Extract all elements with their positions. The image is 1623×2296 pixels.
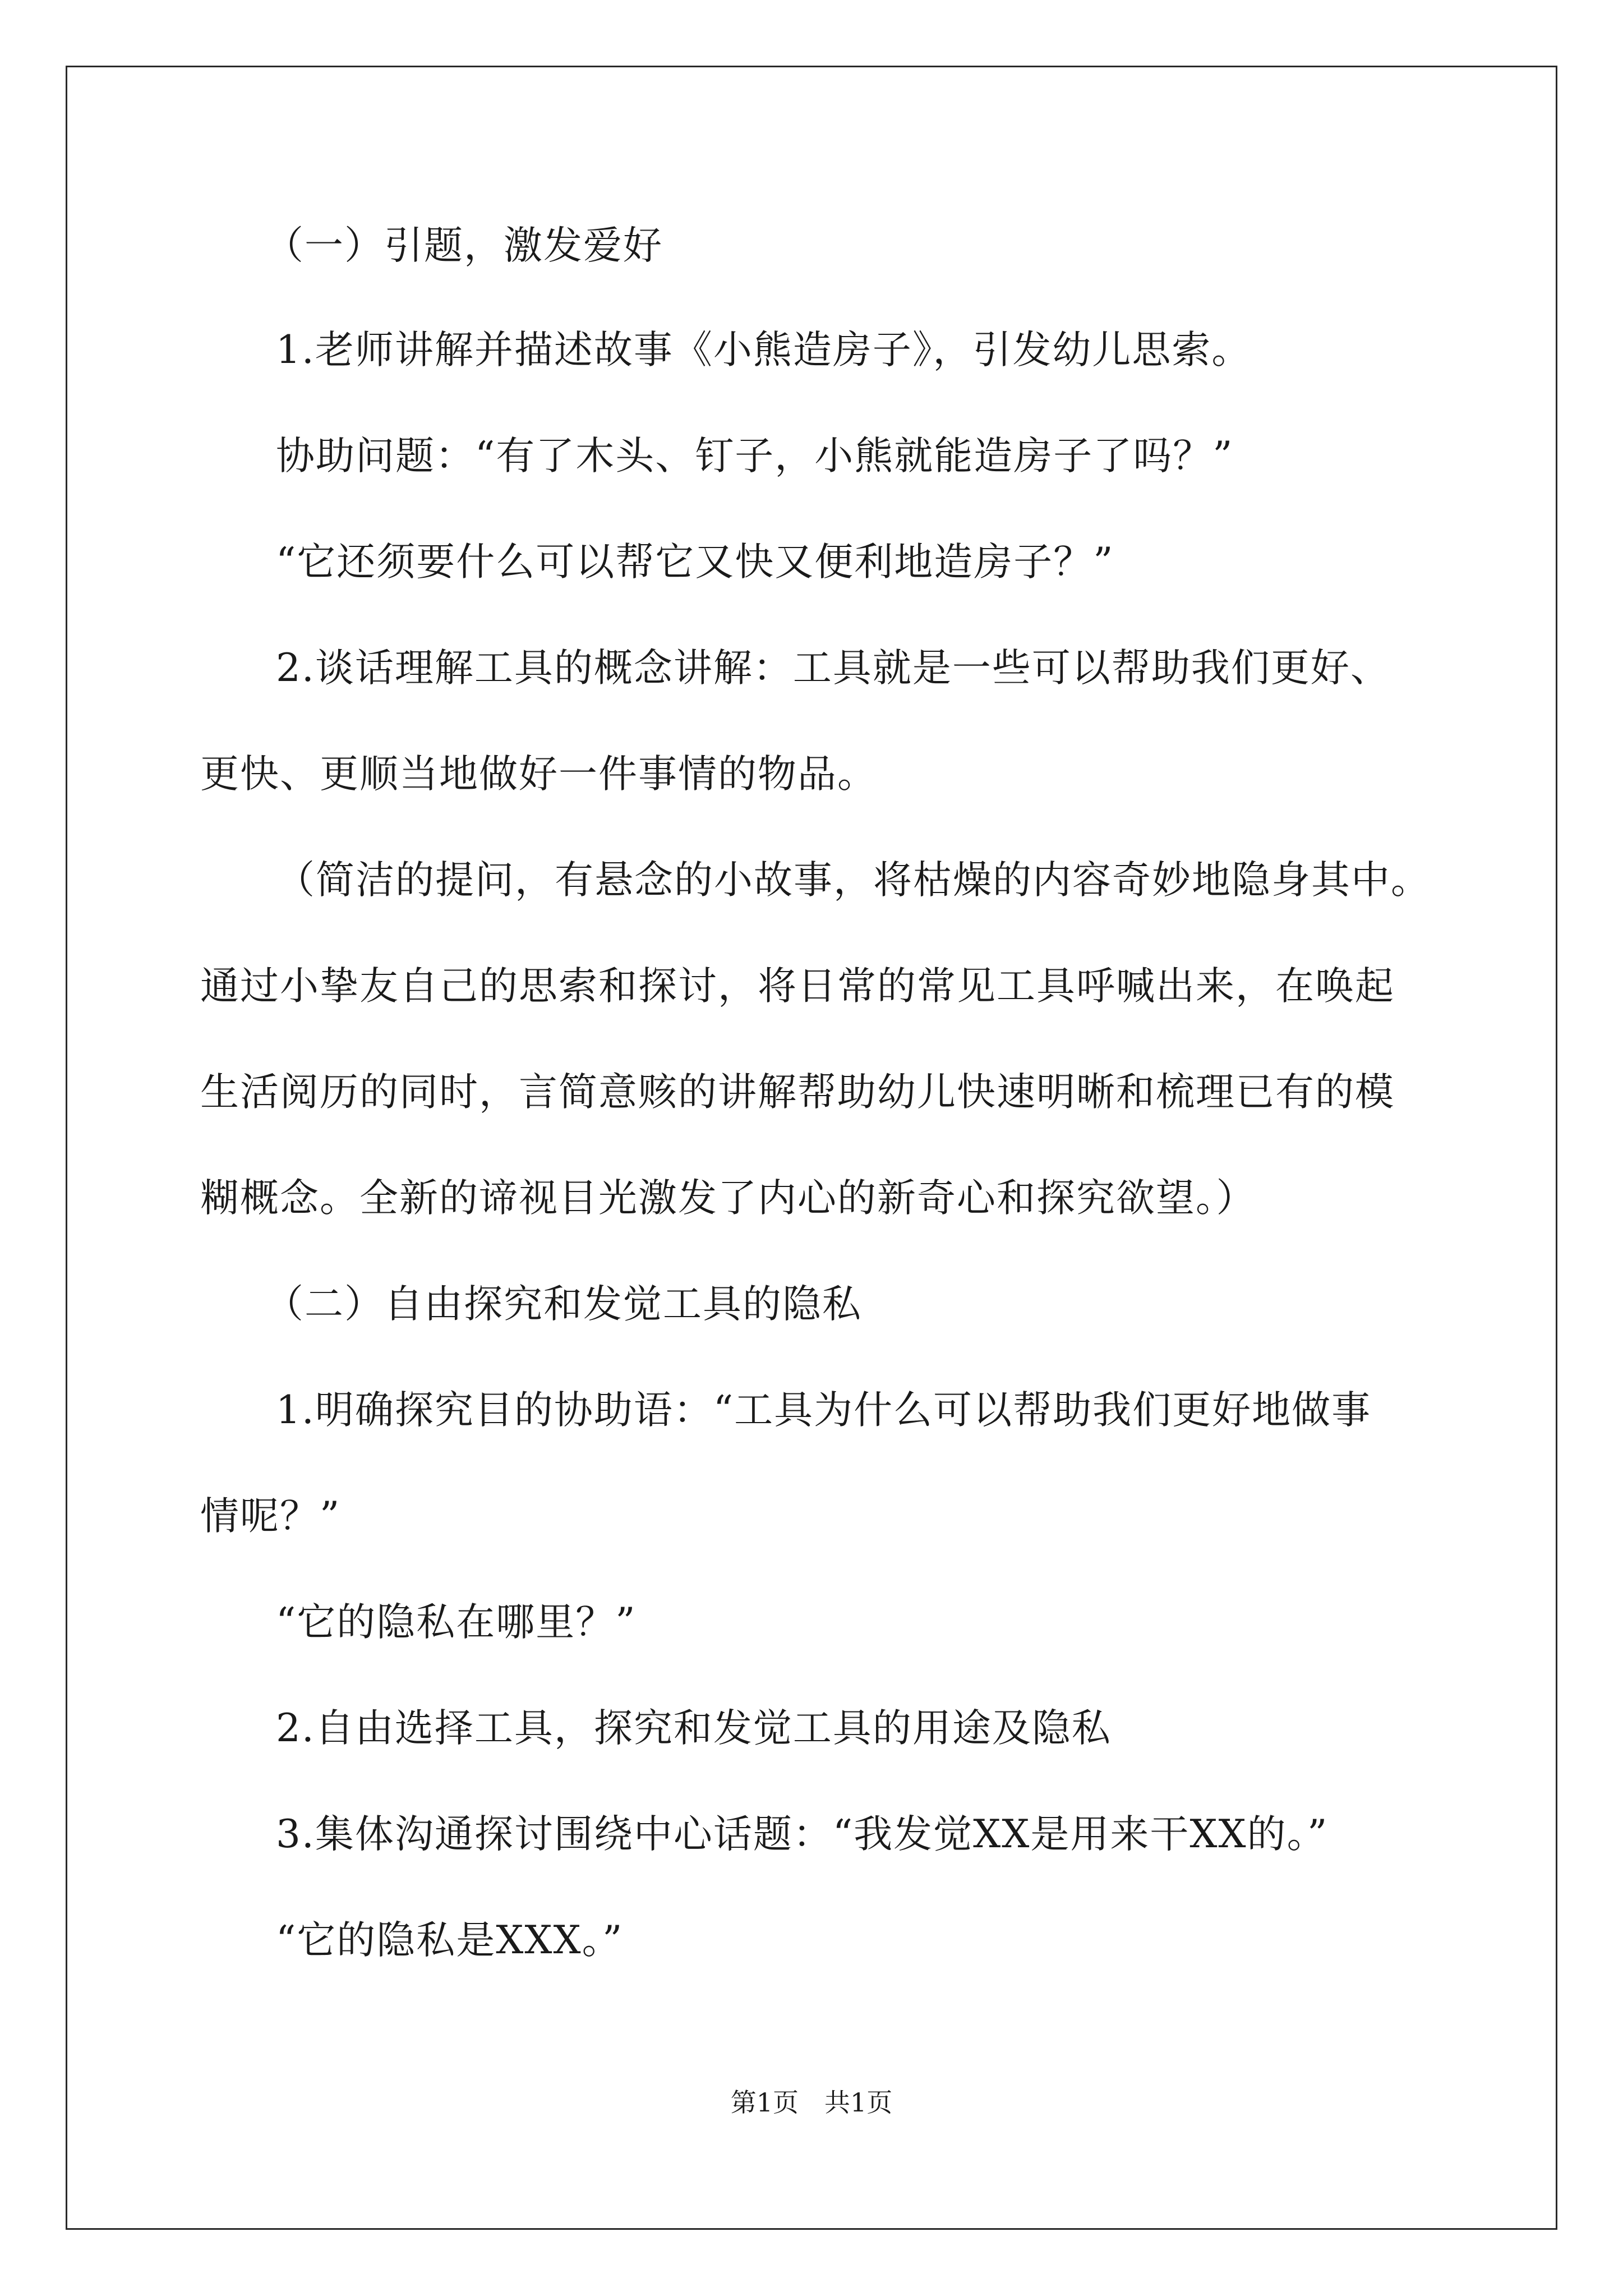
- paragraph-line: 2.自由选择工具，探究和发觉工具的用途及隐私: [276, 1706, 1112, 1751]
- paragraph-line: 更快、更顺当地做好一件事情的物品。: [200, 752, 877, 797]
- paragraph-line: 1.老师讲解并描述故事《小熊造房子》，引发幼儿思索。: [276, 328, 1252, 372]
- section-heading-1: （一）引题，激发爱好: [265, 223, 663, 268]
- page-border: [66, 66, 1557, 2230]
- page-number-footer: 第1页 共1页: [730, 2087, 893, 2118]
- paragraph-line: 糊概念。全新的谛视目光激发了内心的新奇心和探究欲望。）: [200, 1176, 1256, 1221]
- paragraph-line: （简洁的提问，有悬念的小故事，将枯燥的内容奇妙地隐身其中。: [276, 858, 1431, 903]
- paragraph-line: 3.集体沟通探讨围绕中心话题：“我发觉XX是用来干XX的。”: [276, 1812, 1329, 1857]
- paragraph-line: 生活阅历的同时，言简意赅的讲解帮助幼儿快速明晰和梳理已有的模: [200, 1070, 1395, 1115]
- paragraph-line: 2.谈话理解工具的概念讲解：工具就是一些可以帮助我们更好、: [276, 646, 1390, 691]
- paragraph-line: “它的隐私是XXX。”: [276, 1918, 624, 1963]
- paragraph-line: 情呢？”: [200, 1494, 341, 1539]
- paragraph-line: “它还须要什么可以帮它又快又便利地造房子？”: [276, 540, 1114, 585]
- paragraph-line: “它的隐私在哪里？”: [276, 1600, 637, 1645]
- paragraph-line: 通过小挚友自己的思索和探讨，将日常的常见工具呼喊出来，在唤起: [200, 964, 1395, 1009]
- section-heading-2: （二）自由探究和发觉工具的隐私: [265, 1282, 862, 1327]
- paragraph-line: 1.明确探究目的协助语：“工具为什么可以帮助我们更好地做事: [276, 1388, 1372, 1433]
- paragraph-line: 协助问题：“有了木头、钉子，小熊就能造房子了吗？”: [276, 434, 1234, 478]
